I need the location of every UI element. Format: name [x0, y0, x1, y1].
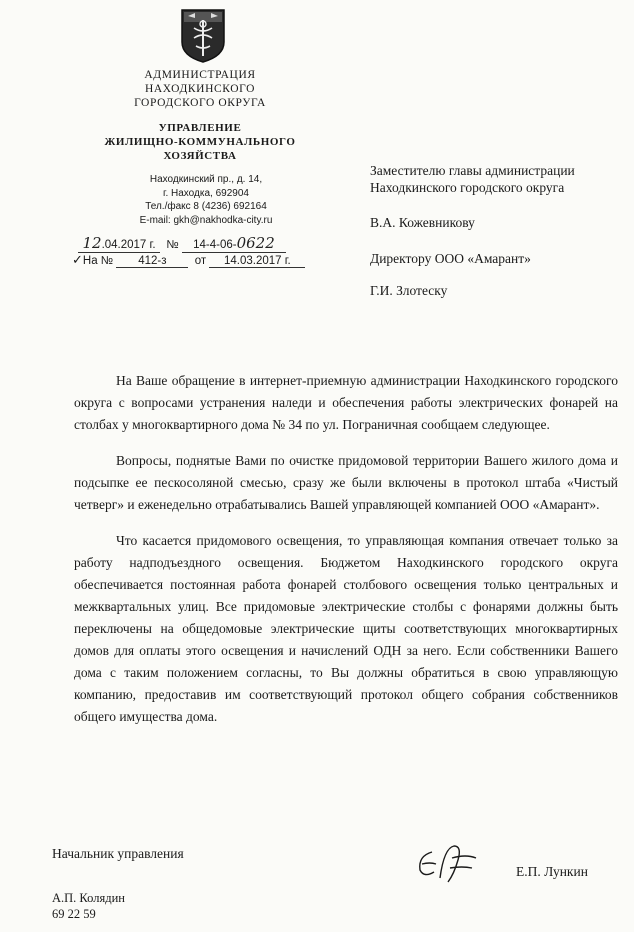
executor-name: А.П. Колядин	[52, 891, 125, 905]
body-paragraph: Вопросы, поднятые Вами по очистке придомовой территории Вашего жилого дома и подсыпке ее пескосоляной смесью, сразу же были включены в протокол штаба «Чистый четверг» и еженедельно отрабатывались Вашей управляющей компанией ООО «Амарант».	[74, 453, 618, 512]
dept-line: ХОЗЯЙСТВА	[163, 150, 237, 162]
recipient-name: Г.И. Злотеску	[370, 283, 448, 298]
reg-no-label: №	[166, 239, 179, 251]
body-paragraph: На Ваше обращение в интернет-приемную администрации Находкинского городского округа с вопросами устранения наледи и обеспечения работы электрических фонарей на столбах у многоквартирного дома № 34 по ул. Пограничная сообщаем следующее.	[74, 373, 618, 432]
recipient-director: Директору ООО «Амарант»	[370, 251, 531, 266]
dept-line: УПРАВЛЕНИЕ	[158, 122, 242, 134]
department-name	[100, 121, 300, 163]
org-line: АДМИНИСТРАЦИЯ	[144, 69, 256, 81]
recipient-name: В.А. Кожевникову	[370, 215, 475, 230]
signatory-title: Начальник управления	[52, 846, 184, 861]
reg-no-handwritten: 0622	[236, 234, 275, 252]
city-emblem-icon	[180, 4, 226, 64]
recipient-line: Находкинского городского округа	[370, 180, 565, 195]
dept-line: ЖИЛИЩНО-КОММУНАЛЬНОГО	[104, 136, 296, 148]
organization-name	[100, 68, 300, 110]
executor-block	[52, 890, 125, 922]
signatory-name: Е.П. Лункин	[516, 864, 588, 879]
executor-phone: 69 22 59	[52, 907, 96, 921]
city-line: г. Находка, 692904	[163, 187, 249, 199]
contact-block	[106, 173, 306, 227]
ref-label: На №	[82, 255, 114, 267]
handwritten-signature	[410, 838, 490, 888]
reference-line	[72, 252, 305, 268]
reg-no-printed: 14-4-06-	[193, 239, 237, 251]
org-line: НАХОДКИНСКОГО	[144, 83, 255, 95]
recipient-line: Заместителю главы администрации	[370, 163, 575, 178]
registration-line	[78, 234, 286, 253]
recipient-deputy	[370, 162, 575, 196]
ref-date: 14.03.2017 г.	[209, 255, 305, 268]
body-paragraph: Что касается придомового освещения, то управляющая компания отвечает только за работу надподъездного освещения. Бюджетом Находкинского городского округа обеспечивается постоянная работа фонарей столбового освещения только центральных и межквартальных улиц. Все придомовые электрические столбы с фонарями должны быть переключены на общедомовые электрические щиты соответствующих многоквартирных домов для оплаты этого освещения и начислений ОДН за него. Если собственники Вашего дома с таким положением согласны, то Вы должны обратиться в свою управляющую компанию, предоставив им соответствующий протокол общего собрания собственников общего имущества дома.	[74, 533, 618, 724]
ref-number: 412-з	[116, 255, 188, 268]
reg-day-handwritten: 12	[82, 234, 102, 252]
letter-body	[74, 370, 618, 742]
reg-date	[78, 234, 160, 253]
reg-number	[182, 234, 286, 253]
address-line: Находкинский пр., д. 14,	[149, 174, 263, 185]
email-line: E-mail: gkh@nakhodka-city.ru	[139, 214, 273, 226]
org-line: ГОРОДСКОГО ОКРУГА	[134, 97, 266, 109]
reg-date-rest: .04.2017 г.	[101, 239, 156, 251]
phone-line: Тел./факс 8 (4236) 692164	[145, 201, 267, 212]
check-mark-icon: ✓	[72, 252, 83, 267]
ref-from-label: от	[194, 255, 207, 267]
